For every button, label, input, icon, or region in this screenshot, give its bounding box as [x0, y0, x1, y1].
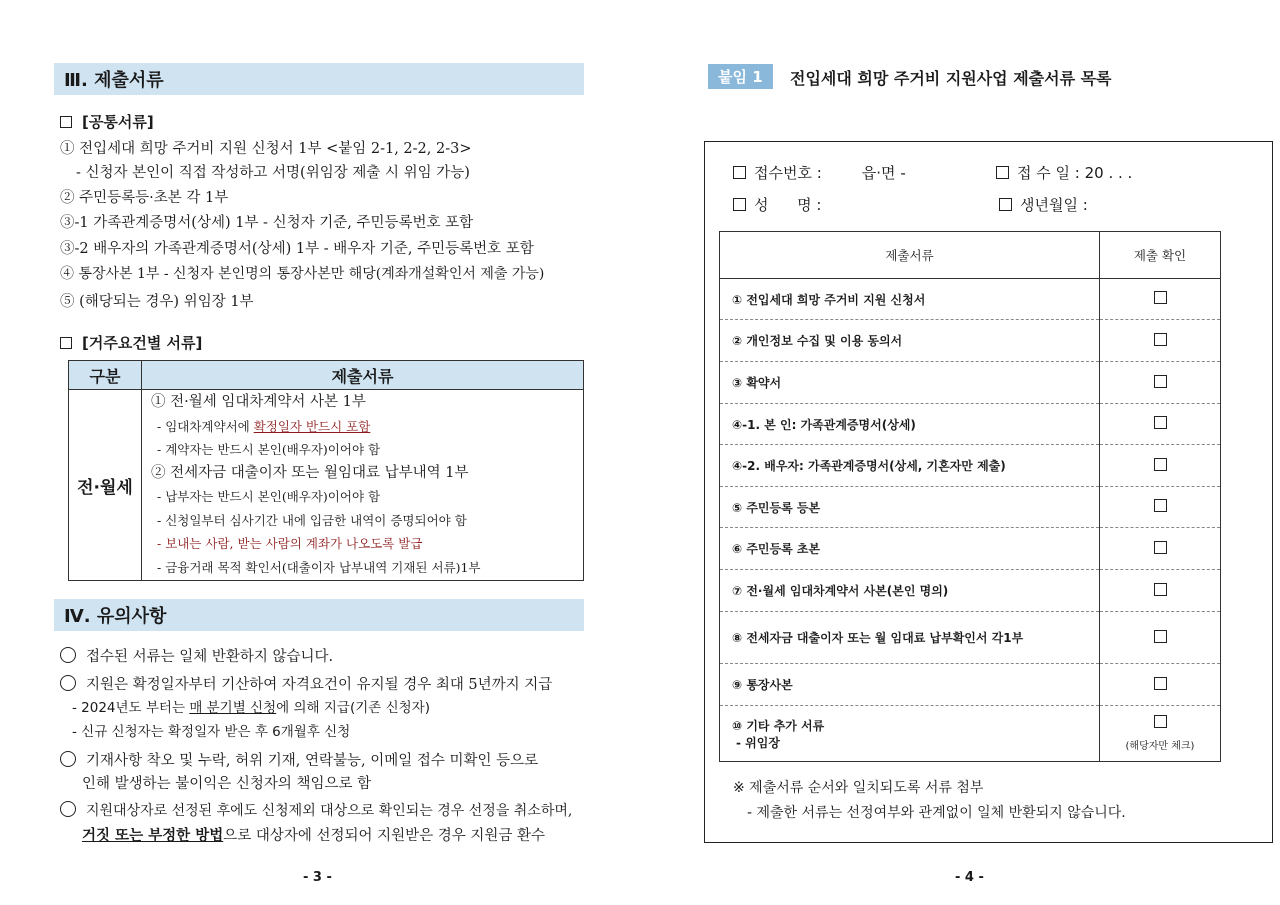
common-item: ⑤ (해당되는 경우) 위임장 1부 [60, 294, 254, 310]
checkbox-icon [733, 198, 746, 211]
note-sub: - 2024년도 부터는 매 분기별 신청에 의해 지급(기존 신청자) [72, 700, 430, 716]
common-docs-title: [공통서류] [60, 111, 154, 132]
note-item-cont: 인해 발생하는 불이익은 신청자의 책임으로 함 [82, 776, 372, 792]
footnote-sub: - 제출한 서류는 선정여부와 관계없이 일체 반환되지 않습니다. [747, 805, 1126, 821]
checklist-item: ④-1. 본 인: 가족관계증명서(상세) [720, 404, 1100, 445]
common-item: ② 주민등록등·초본 각 1부 [60, 190, 229, 206]
common-item: ③-1 가족관계증명서(상세) 1부 - 신청자 기준, 주민등록번호 포함 [60, 215, 474, 231]
checklist-item: ⑩ 기타 추가 서류 - 위임장 [720, 706, 1100, 762]
check-box[interactable] [1154, 333, 1167, 346]
check-box[interactable] [1154, 677, 1167, 690]
attachment-tag: 붙임 1 [708, 64, 773, 89]
check-box[interactable] [1154, 416, 1167, 429]
check-box[interactable] [1154, 458, 1167, 471]
checklist-item: ④-2. 배우자: 가족관계증명서(상세, 기혼자만 제출) [720, 445, 1100, 487]
note-item: 접수된 서류는 일체 반환하지 않습니다. [60, 645, 333, 666]
circle-bullet-icon [60, 647, 76, 663]
square-bullet-icon [60, 337, 72, 349]
type-docs-title: [거주요건별 서류] [60, 332, 202, 353]
note-item: 지원은 확정일자부터 기산하여 자격요건이 유지될 경우 최대 5년까지 지급 [60, 673, 552, 694]
attachment-title: 전입세대 희망 주거비 지원사업 제출서류 목록 [790, 69, 1112, 88]
checkbox-hint: (해당자만 체크) [1125, 741, 1195, 752]
doc-line: - 금융거래 목적 확인서(대출이자 납부내역 기재된 서류)1부 [157, 559, 481, 575]
circle-bullet-icon [60, 675, 76, 691]
doc-line: - 신청일부터 심사기간 내에 입금한 내역이 증명되어야 함 [157, 512, 467, 528]
col-header-docs: 제출서류 [720, 232, 1100, 279]
receipt-no-field: 접수번호 : 읍·면 - [733, 162, 906, 183]
table-header-docs: 제출서류 [142, 361, 584, 390]
category-cell: 전·월세 [69, 390, 142, 581]
page-4 [640, 0, 1280, 905]
table-header-category: 구분 [69, 361, 142, 390]
birth-field: 생년월일 : [999, 194, 1088, 215]
page-number: - 4 - [955, 870, 984, 885]
checklist-item: ⑤ 주민등록 등본 [720, 487, 1100, 528]
check-box[interactable] [1154, 630, 1167, 643]
common-item: ④ 통장사본 1부 - 신청자 본인명의 통장사본만 해당(계좌개설확인서 제출 가능) [60, 266, 545, 282]
note-item: 지원대상자로 선정된 후에도 신청제외 대상으로 확인되는 경우 선정을 취소하며, [60, 800, 572, 820]
section-3-heading: Ⅲ. 제출서류 [54, 63, 584, 95]
submission-checklist [719, 231, 1221, 762]
checklist-item: ③ 확약서 [720, 362, 1100, 404]
checklist-item: ⑥ 주민등록 초본 [720, 528, 1100, 570]
doc-line: - 계약자는 반드시 본인(배우자)이어야 함 [157, 442, 381, 457]
checklist-item: ② 개인정보 수집 및 이용 동의서 [720, 320, 1100, 362]
check-box[interactable] [1154, 375, 1167, 388]
form-frame [704, 141, 1273, 843]
check-box[interactable] [1154, 715, 1167, 728]
check-box[interactable] [1154, 541, 1167, 554]
checklist-item: ⑧ 전세자금 대출이자 또는 월 임대료 납부확인서 각1부 [720, 612, 1100, 664]
doc-line: - 임대차계약서에 확정일자 반드시 포함 [157, 418, 371, 434]
docs-cell [142, 390, 584, 581]
note-item-cont: 거짓 또는 부정한 방법으로 대상자에 선정되어 지원받은 경우 지원금 환수 [82, 828, 546, 844]
common-item: ③-2 배우자의 가족관계증명서(상세) 1부 - 배우자 기준, 주민등록번호 포함 [60, 241, 534, 257]
checkbox-icon [996, 166, 1009, 179]
note-item: 기재사항 착오 및 누락, 허위 기재, 연락불능, 이메일 접수 미확인 등으로 [60, 749, 538, 770]
checklist-item: ⑨ 통장사본 [720, 664, 1100, 706]
check-box[interactable] [1154, 291, 1167, 304]
doc-line: - 납부자는 반드시 본인(배우자)이어야 함 [157, 489, 381, 504]
doc-line: - 보내는 사람, 받는 사람의 계좌가 나오도록 발급 [157, 536, 423, 551]
note-sub: - 신규 신청자는 확정일자 받은 후 6개월후 신청 [72, 724, 351, 740]
square-bullet-icon [60, 116, 72, 128]
residence-docs-table [68, 360, 584, 581]
checkbox-icon [999, 198, 1012, 211]
checklist-item: ① 전입세대 희망 주거비 지원 신청서 [720, 279, 1100, 320]
section-4-heading: Ⅳ. 유의사항 [54, 599, 584, 631]
col-header-check: 제출 확인 [1100, 232, 1221, 279]
page-number: - 3 - [303, 870, 332, 885]
checklist-item: ⑦ 전·월세 임대차계약서 사본(본인 명의) [720, 570, 1100, 612]
circle-bullet-icon [60, 751, 76, 767]
footnote: ※ 제출서류 순서와 일치되도록 서류 첨부 [733, 780, 984, 796]
name-field: 성 명 : [733, 194, 821, 215]
doc-line: ① 전·월세 임대차계약서 사본 1부 [151, 394, 366, 410]
common-item: - 신청자 본인이 직접 작성하고 서명(위임장 제출 시 위임 가능) [76, 165, 470, 181]
common-item: ① 전입세대 희망 주거비 지원 신청서 1부 <붙임 2-1, 2-2, 2-3> [60, 141, 472, 157]
circle-bullet-icon [60, 801, 76, 817]
receipt-date-field: 접 수 일 : 20 . . . [996, 162, 1132, 183]
checkbox-icon [733, 166, 746, 179]
check-box[interactable] [1154, 499, 1167, 512]
doc-line: ② 전세자금 대출이자 또는 월임대료 납부내역 1부 [151, 464, 469, 481]
check-box[interactable] [1154, 583, 1167, 596]
